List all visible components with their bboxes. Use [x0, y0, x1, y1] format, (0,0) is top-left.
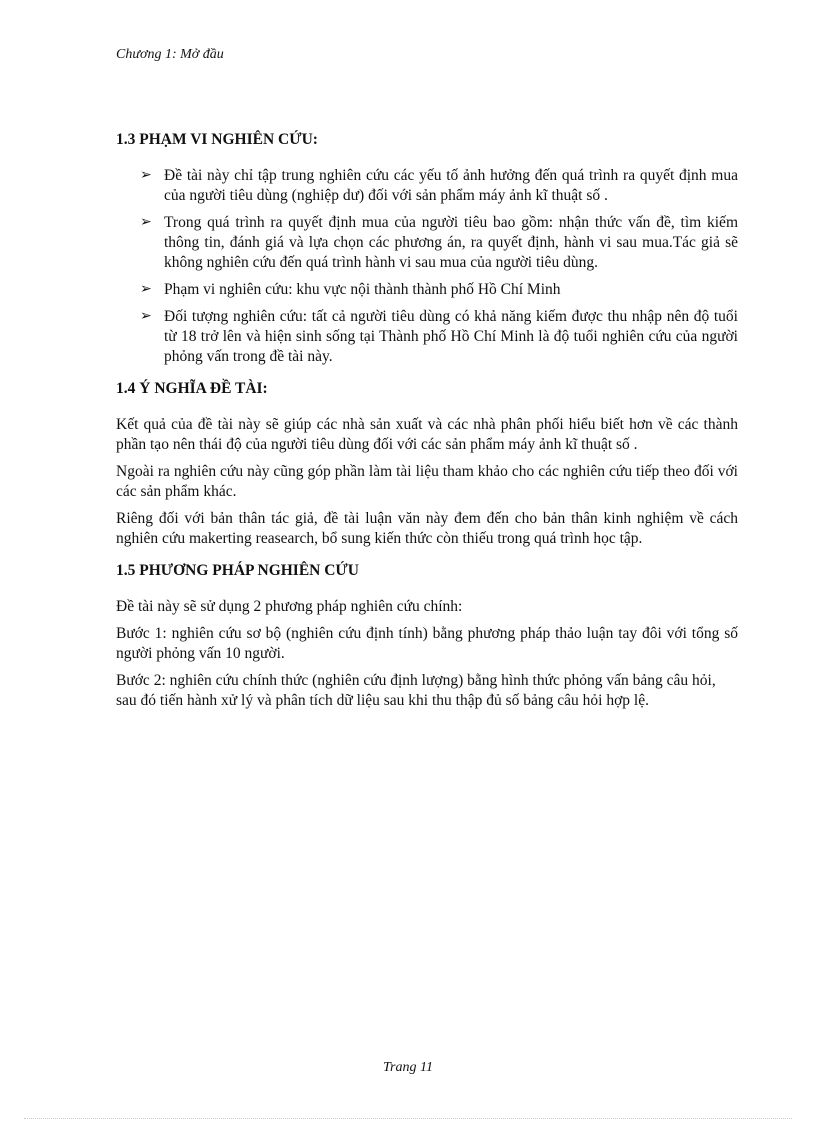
list-item: ➢ Đối tượng nghiên cứu: tất cả người tiêu dùng có khả năng kiếm được thu nhập nên độ tuổi từ 18 trở lên và hiện sinh sống tại Thành phố Hồ Chí Minh là độ tuổi nghiên cứu của người phỏng vấn trong đề tài này.: [140, 308, 738, 365]
page-content: [116, 130, 738, 718]
list-item: ➢ Phạm vi nghiên cứu: khu vực nội thành thành phố Hồ Chí Minh: [140, 281, 561, 298]
paragraph: Đề tài này sẽ sử dụng 2 phương pháp nghiên cứu chính:: [116, 598, 463, 615]
section-1-3-heading: 1.3 PHẠM VI NGHIÊN CỨU:: [116, 131, 318, 148]
paragraph: Ngoài ra nghiên cứu này cũng góp phần làm tài liệu tham khảo cho các nghiên cứu tiếp theo đối với các sản phẩm khác.: [116, 463, 738, 500]
paragraph: Riêng đối với bản thân tác giả, đề tài luận văn này đem đến cho bản thân kinh nghiệm về cách nghiên cứu makerting reasearch, bổ sung kiến thức còn thiếu trong quá trình học tập.: [116, 510, 738, 547]
section-1-4-heading: 1.4 Ý NGHĨA ĐỀ TÀI:: [116, 380, 268, 397]
page-bottom-divider: [24, 1118, 792, 1119]
scope-bullet-list: [116, 166, 738, 367]
section-1-5-heading: 1.5 PHƯƠNG PHÁP NGHIÊN CỨU: [116, 562, 359, 579]
list-item: ➢ Đề tài này chỉ tập trung nghiên cứu các yếu tố ảnh hưởng đến quá trình ra quyết định mua của người tiêu dùng (nghiệp dư) đối với sản phẩm máy ảnh kĩ thuật số .: [140, 167, 738, 204]
paragraph: Kết quả của đề tài này sẽ giúp các nhà sản xuất và các nhà phân phối hiểu biết hơn về các thành phần tạo nên thái độ của người tiêu dùng đối với các sản phẩm máy ảnh kĩ thuật số .: [116, 416, 738, 453]
page-number: Trang 11: [383, 1060, 433, 1075]
arrow-bullet-icon: ➢: [140, 282, 152, 297]
list-item: ➢ Trong quá trình ra quyết định mua của người tiêu bao gồm: nhận thức vấn đề, tìm kiếm thông tin, đánh giá và lựa chọn các phương án, ra quyết định, hành vi sau mua.Tác giả sẽ không nghiên cứu đến quá trình hành vi sau mua của người tiêu dùng.: [140, 214, 738, 271]
paragraph: Bước 1: nghiên cứu sơ bộ (nghiên cứu định tính) bằng phương pháp thảo luận tay đôi với tổng số người phỏng vấn 10 người.: [116, 625, 738, 662]
arrow-bullet-icon: ➢: [140, 309, 152, 324]
chapter-header: Chương 1: Mở đầu: [116, 47, 224, 62]
arrow-bullet-icon: ➢: [140, 168, 152, 183]
arrow-bullet-icon: ➢: [140, 215, 152, 230]
paragraph: Bước 2: nghiên cứu chính thức (nghiên cứu định lượng) bằng hình thức phỏng vấn bảng câu hỏi, sau đó tiến hành xử lý và phân tích dữ liệu sau khi thu thập đủ số bảng câu hỏi hợp lệ.: [116, 672, 716, 709]
